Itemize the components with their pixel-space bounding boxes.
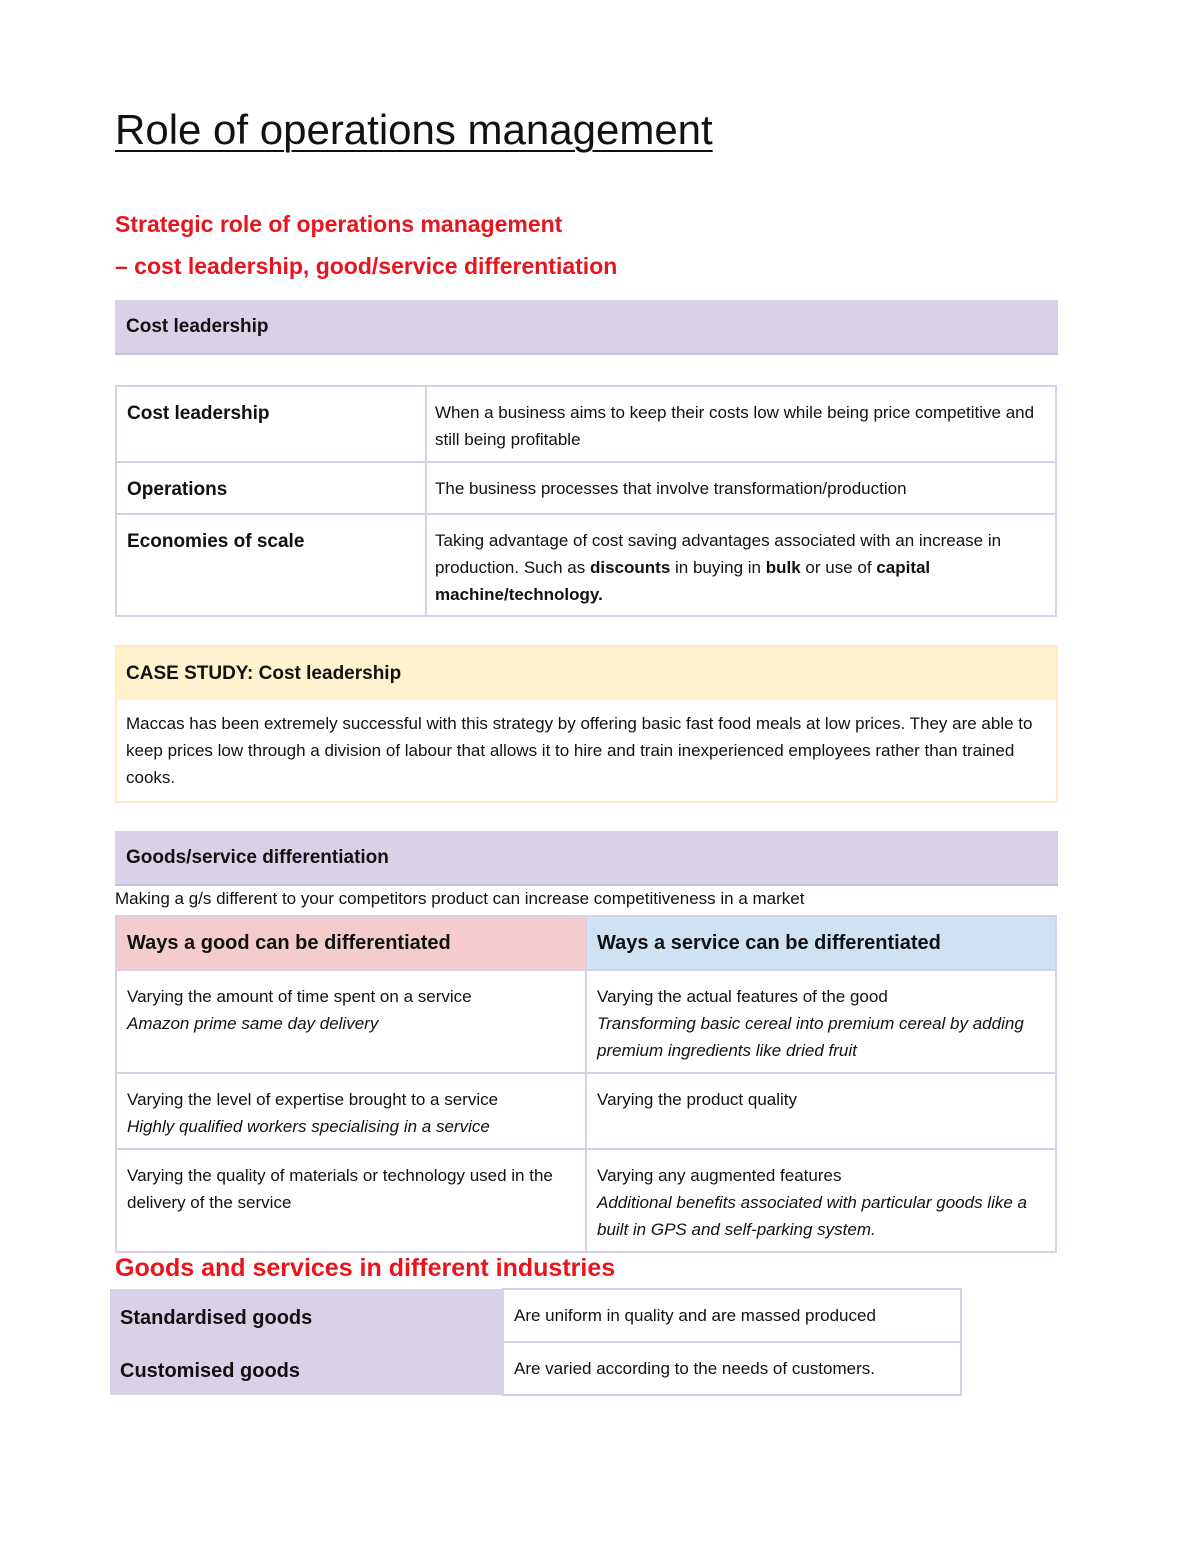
cell-text: Varying the actual features of the good [597,987,888,1006]
differentiation-band-label: Goods/service differentiation [126,846,389,868]
case-study-body: Maccas has been extremely successful with this strategy by offering basic fast food meals at low prices. They are able to keep prices low through a division of labour that allows it to hire and train inexperienced employees rather than trained cooks. [126,714,1033,787]
table-row [116,970,1056,1073]
term-cell: Standardised goods [110,1289,503,1342]
case-study-box [115,645,1058,803]
table-cell [116,970,586,1073]
table-row [116,462,1056,514]
table-row [110,1289,961,1342]
table-cell [116,1149,586,1252]
table-cell [586,970,1056,1073]
definition-cell [426,514,1056,616]
cell-example: Additional benefits associated with particular goods like a built in GPS and self-parking system. [597,1193,1027,1239]
definition-cell: The business processes that involve transformation/production [426,462,1056,514]
industries-table [110,1288,962,1396]
definition-cell: Are uniform in quality and are massed produced [503,1289,961,1342]
table-row [116,1073,1056,1149]
cell-example: Transforming basic cereal into premium cereal by adding premium ingredients like dried fruit [597,1014,1024,1060]
cost-leadership-band-label: Cost leadership [126,315,269,337]
term-cell: Operations [116,462,426,514]
definition-bold-capital: capital machine/technology. [435,558,931,604]
definition-cell: When a business aims to keep their costs low while being price competitive and still being profitable [426,386,1056,462]
definition-cell: Are varied according to the needs of customers. [503,1342,961,1395]
cell-example: Highly qualified workers specialising in a service [127,1117,490,1136]
table-cell [116,1073,586,1149]
differentiation-table [115,915,1057,1253]
table-row [116,514,1056,616]
cell-text: Varying the level of expertise brought to a service [127,1090,499,1109]
definition-text: Taking advantage of cost saving advantages associated with an increase in production. Such as [435,531,1002,577]
definition-bold-discounts: discounts [589,558,671,577]
industries-heading: Goods and services in different industries [115,1254,616,1282]
case-study-heading: CASE STUDY: Cost leadership [117,647,1056,700]
term-cell: Customised goods [110,1342,503,1395]
table-row [110,1342,961,1395]
term-cell: Cost leadership [116,386,426,462]
definition-text: or use of [800,558,877,577]
term-cell: Economies of scale [116,514,426,616]
definition-bold-bulk: bulk [765,558,801,577]
header-goods: Ways a good can be differentiated [116,916,586,970]
subheading-line-2: – cost leadership, good/service differentiation [115,253,618,279]
differentiation-band [115,831,1058,886]
definition-text: in buying in [670,558,766,577]
subheading-line-1: Strategic role of operations management [115,211,563,237]
cell-text: Varying the amount of time spent on a service [127,987,472,1006]
cell-text: Varying any augmented features [597,1166,842,1185]
cost-leadership-band [115,300,1058,355]
table-cell [586,1073,1056,1149]
header-services: Ways a service can be differentiated [586,916,1056,970]
table-row [116,1149,1056,1252]
page-title: Role of operations management [115,106,713,153]
table-header-row [116,916,1056,970]
cell-text: Varying the quality of materials or technology used in the delivery of the service [127,1166,553,1212]
table-cell [586,1149,1056,1252]
cell-example: Amazon prime same day delivery [127,1014,379,1033]
differentiation-intro: Making a g/s different to your competitors product can increase competitiveness in a market [115,889,805,908]
table-row [116,386,1056,462]
cell-text: Varying the product quality [597,1090,798,1109]
definitions-table [115,385,1057,617]
